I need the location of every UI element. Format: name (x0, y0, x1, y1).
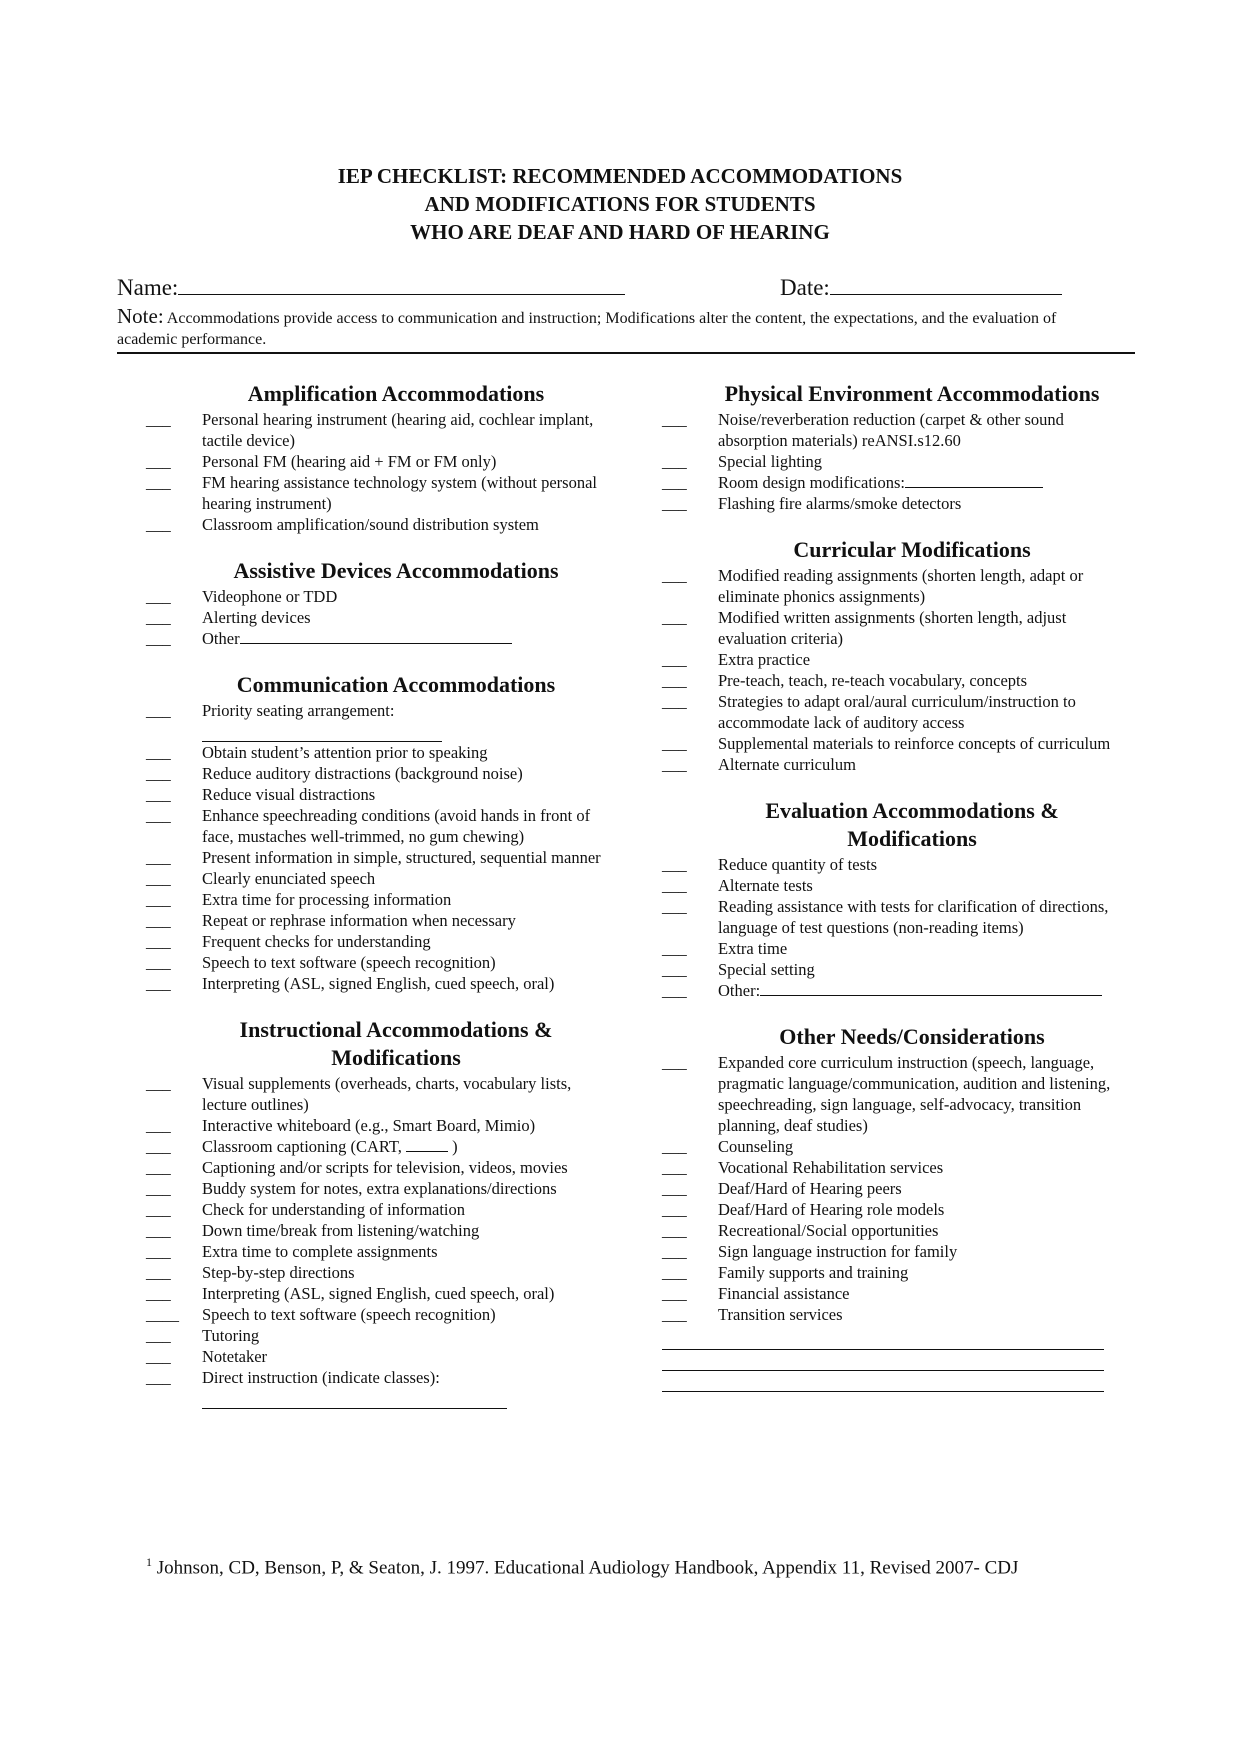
item-text: Deaf/Hard of Hearing peers (718, 1179, 902, 1198)
section-amplification (146, 380, 616, 535)
check-blank[interactable]: ___ (662, 876, 687, 895)
checklist-item[interactable] (146, 1304, 616, 1325)
name-blank[interactable] (178, 276, 625, 295)
check-blank[interactable]: ___ (146, 932, 171, 951)
check-blank[interactable]: ___ (662, 897, 687, 916)
item-text-other: Other (202, 629, 240, 648)
item-text: Obtain student’s attention prior to speaking (202, 743, 488, 762)
check-blank[interactable]: ___ (662, 566, 687, 585)
item-text: Transition services (718, 1305, 843, 1324)
checklist-item[interactable] (146, 451, 616, 472)
item-text: Tutoring (202, 1326, 260, 1345)
item-text: Repeat or rephrase information when necessary (202, 911, 516, 930)
direct-instruction-blank[interactable] (202, 1388, 507, 1409)
checklist-item[interactable] (146, 628, 616, 649)
section-title: Physical Environment Accommodations (724, 381, 1100, 406)
item-text: Check for understanding of information (202, 1200, 466, 1219)
checklist-item[interactable] (662, 1157, 1132, 1178)
item-text: Special lighting (718, 452, 823, 471)
check-blank[interactable]: ___ (146, 1326, 171, 1345)
checklist-item[interactable] (146, 1325, 616, 1346)
checklist-item[interactable] (146, 931, 616, 952)
item-text: Interpreting (ASL, signed English, cued speech, oral) (202, 974, 555, 993)
check-blank[interactable]: ___ (662, 1200, 687, 1219)
item-text: Reduce visual distractions (202, 785, 376, 804)
checklist-item[interactable] (662, 854, 1132, 875)
check-blank[interactable]: ___ (146, 764, 171, 783)
checklist-item[interactable] (662, 1283, 1132, 1304)
checklist-item[interactable] (146, 607, 616, 628)
checklist-item[interactable] (146, 1262, 616, 1283)
item-text: Vocational Rehabilitation services (718, 1158, 944, 1177)
section-communication (146, 671, 616, 994)
checklist (662, 409, 1132, 514)
check-blank[interactable]: ___ (146, 1242, 171, 1261)
check-blank[interactable]: ___ (662, 981, 687, 1000)
item-text: Alternate curriculum (718, 755, 856, 774)
section-title: Communication Accommodations (236, 672, 556, 697)
item-text: Strategies to adapt oral/aural curriculum/instruction to accommodate lack of auditory access (718, 692, 1076, 732)
item-text: Enhance speechreading conditions (avoid hands in front of face, mustaches well-trimmed, no gum chewing) (202, 806, 591, 846)
item-text: Speech to text software (speech recognition) (202, 1305, 496, 1324)
item-text: Notetaker (202, 1347, 268, 1366)
checklist-item[interactable] (146, 1157, 616, 1178)
checklist (146, 586, 616, 649)
check-blank[interactable]: ___ (146, 911, 171, 930)
check-blank[interactable]: ___ (146, 629, 171, 648)
section-title (146, 1016, 616, 1072)
item-text: Extra time to complete assignments (202, 1242, 438, 1261)
item-text: Videophone or TDD (202, 587, 338, 606)
section-title: Amplification Accommodations (247, 381, 545, 406)
checklist-item[interactable] (146, 1136, 616, 1157)
check-blank[interactable]: ___ (146, 1074, 171, 1093)
checklist-item[interactable] (146, 700, 616, 742)
item-text (202, 1136, 616, 1157)
checklist-item[interactable] (146, 514, 616, 535)
section-title: Assistive Devices Accommodations (233, 558, 559, 583)
header-fields (117, 275, 1067, 305)
checklist-item[interactable] (146, 1241, 616, 1262)
item-text: Sign language instruction for family (718, 1242, 958, 1261)
item-text (202, 700, 616, 742)
item-text-direct: Direct instruction (indicate classes): (202, 1368, 440, 1387)
check-blank[interactable]: ___ (146, 587, 171, 606)
footnote-text: Johnson, CD, Benson, P, & Seaton, J. 1997. Educational Audiology Handbook, Appendix 11, Revised 2007- CDJ (156, 1557, 1019, 1579)
right-column (662, 380, 1132, 1414)
item-text (202, 1367, 616, 1409)
note-label: Note: (117, 304, 164, 328)
item-text: Alternate tests (718, 876, 813, 895)
check-blank[interactable]: ___ (146, 974, 171, 993)
checklist-item[interactable] (146, 1283, 616, 1304)
date-label: Date: (780, 275, 830, 300)
checklist-item[interactable] (146, 1115, 616, 1136)
notes-blank-line[interactable] (662, 1329, 1104, 1350)
checklist (662, 854, 1132, 1001)
check-blank[interactable]: ___ (146, 869, 171, 888)
item-text: Classroom amplification/sound distribution system (202, 515, 539, 534)
check-blank[interactable]: ___ (662, 671, 687, 690)
item-text: Reading assistance with tests for clarification of directions, language of test questions (non-reading items) (718, 897, 1109, 937)
checklist (662, 565, 1132, 775)
footnote-marker: 1 (146, 1555, 152, 1569)
checklist-item[interactable] (146, 784, 616, 805)
check-blank[interactable]: ___ (146, 1368, 171, 1387)
check-blank[interactable]: ___ (146, 1200, 171, 1219)
check-blank[interactable]: ___ (146, 473, 171, 492)
title-line-2: AND MODIFICATIONS FOR STUDENTS (424, 192, 816, 216)
item-text: Reduce auditory distractions (background noise) (202, 764, 523, 783)
check-blank[interactable]: ___ (662, 1137, 687, 1156)
checklist-item[interactable] (662, 959, 1132, 980)
item-text: Extra time (718, 939, 788, 958)
section-title-line-1: Evaluation Accommodations & (765, 798, 1059, 823)
item-text: Clearly enunciated speech (202, 869, 376, 888)
item-text: Present information in simple, structured, sequential manner (202, 848, 601, 867)
section-title-line-1: Instructional Accommodations & (239, 1017, 553, 1042)
checklist-item[interactable] (662, 1052, 1132, 1136)
item-text (718, 472, 1132, 493)
item-text: Extra time for processing information (202, 890, 452, 909)
section-evaluation (662, 797, 1132, 1001)
checklist-item[interactable] (662, 670, 1132, 691)
date-field[interactable] (780, 275, 1062, 301)
name-field[interactable] (117, 275, 625, 301)
checklist-item[interactable] (146, 1220, 616, 1241)
item-text: Buddy system for notes, extra explanations/directions (202, 1179, 557, 1198)
checklist-item[interactable] (662, 1241, 1132, 1262)
item-text: Interactive whiteboard (e.g., Smart Board, Mimio) (202, 1116, 536, 1135)
checklist-item[interactable] (146, 847, 616, 868)
check-blank[interactable]: ___ (662, 452, 687, 471)
section-title (662, 797, 1132, 853)
checklist-item[interactable] (146, 742, 616, 763)
footnote (146, 1555, 1146, 1579)
item-text: Extra practice (718, 650, 811, 669)
item-text: Counseling (718, 1137, 794, 1156)
check-blank[interactable]: ___ (146, 1116, 171, 1135)
item-text: Financial assistance (718, 1284, 850, 1303)
check-blank[interactable]: ___ (146, 1137, 171, 1156)
checklist-item[interactable] (146, 472, 616, 514)
captioning-blank[interactable] (406, 1137, 448, 1152)
seating-blank[interactable] (202, 721, 442, 742)
item-text-seating: Priority seating arrangement: (202, 701, 395, 720)
item-text-captioning: Classroom captioning (CART, (202, 1137, 402, 1156)
checklist-item[interactable] (662, 1304, 1132, 1325)
checklist-item[interactable] (146, 973, 616, 994)
check-blank[interactable]: ___ (662, 473, 687, 492)
item-text (202, 628, 616, 649)
checklist (662, 1052, 1132, 1325)
section-physical-environment (662, 380, 1132, 514)
check-blank[interactable]: ___ (662, 960, 687, 979)
section-title: Curricular Modifications (793, 537, 1031, 562)
check-blank[interactable]: ___ (662, 692, 687, 711)
checklist-item[interactable] (662, 1136, 1132, 1157)
checklist-item[interactable] (662, 754, 1132, 775)
section-instructional (146, 1016, 616, 1409)
item-text: Captioning and/or scripts for television, videos, movies (202, 1158, 568, 1177)
item-text: Modified reading assignments (shorten length, adapt or eliminate phonics assignments) (718, 566, 1084, 606)
checklist-item[interactable] (146, 889, 616, 910)
check-blank[interactable]: ___ (146, 410, 171, 429)
checklist-item[interactable] (146, 1073, 616, 1115)
checklist-item[interactable] (662, 733, 1132, 754)
item-text: Supplemental materials to reinforce concepts of curriculum (718, 734, 1111, 753)
checklist-item[interactable] (146, 805, 616, 847)
item-text: Flashing fire alarms/smoke detectors (718, 494, 962, 513)
check-blank[interactable]: ___ (146, 515, 171, 534)
checklist-item[interactable] (662, 493, 1132, 514)
check-blank[interactable]: ___ (662, 1242, 687, 1261)
check-blank[interactable]: ___ (146, 1158, 171, 1177)
checklist (146, 1073, 616, 1409)
item-text: Recreational/Social opportunities (718, 1221, 939, 1240)
checklist-item[interactable] (146, 1346, 616, 1367)
checklist-item[interactable] (662, 409, 1132, 451)
checklist-item[interactable] (662, 565, 1132, 607)
check-blank[interactable]: ___ (146, 806, 171, 825)
check-blank[interactable]: ___ (146, 785, 171, 804)
checklist-item[interactable] (662, 472, 1132, 493)
evaluation-other-blank[interactable] (760, 981, 1102, 996)
check-blank[interactable]: ___ (146, 452, 171, 471)
checklist-item[interactable] (662, 691, 1132, 733)
check-blank[interactable]: ___ (662, 1179, 687, 1198)
note (117, 306, 1102, 350)
item-text: Personal hearing instrument (hearing aid, cochlear implant, tactile device) (202, 410, 594, 450)
checklist-item[interactable] (662, 938, 1132, 959)
check-blank[interactable]: ___ (662, 734, 687, 753)
check-blank[interactable]: ___ (146, 953, 171, 972)
check-blank[interactable]: ___ (146, 1347, 171, 1366)
item-text: Expanded core curriculum instruction (speech, language, pragmatic language/communication, audition and listening, speechreading, sign language, self-advocacy, transition planning, deaf studies) (718, 1053, 1111, 1135)
left-column (146, 380, 616, 1431)
item-text: Pre-teach, teach, re-teach vocabulary, concepts (718, 671, 1028, 690)
check-blank[interactable]: ___ (146, 1284, 171, 1303)
item-text: Speech to text software (speech recognition) (202, 953, 496, 972)
check-blank[interactable]: ___ (146, 1221, 171, 1240)
notes-blank-line[interactable] (662, 1350, 1104, 1371)
checklist-item[interactable] (662, 1262, 1132, 1283)
item-text: Step-by-step directions (202, 1263, 355, 1282)
item-text: Down time/break from listening/watching (202, 1221, 480, 1240)
document-title (0, 162, 1240, 246)
item-text: Family supports and training (718, 1263, 909, 1282)
check-blank[interactable]: ___ (146, 1263, 171, 1282)
item-text (718, 980, 1132, 1001)
check-blank[interactable]: ___ (662, 855, 687, 874)
checklist-item[interactable] (662, 451, 1132, 472)
check-blank[interactable]: ___ (146, 743, 171, 762)
checklist-item[interactable] (146, 1178, 616, 1199)
item-text: Interpreting (ASL, signed English, cued speech, oral) (202, 1284, 555, 1303)
item-text-room: Room design modifications: (718, 473, 905, 492)
check-blank[interactable]: ___ (662, 939, 687, 958)
item-text: Reduce quantity of tests (718, 855, 878, 874)
item-text: Modified written assignments (shorten length, adjust evaluation criteria) (718, 608, 1067, 648)
checklist-item[interactable] (146, 952, 616, 973)
section-title: Other Needs/Considerations (779, 1024, 1045, 1049)
check-blank[interactable]: ____ (146, 1305, 179, 1324)
item-text: Frequent checks for understanding (202, 932, 431, 951)
checklist-item[interactable] (146, 1367, 616, 1409)
item-text-other: Other: (718, 981, 761, 1000)
other-blank[interactable] (240, 629, 512, 644)
title-line-1: IEP CHECKLIST: RECOMMENDED ACCOMMODATIONS (337, 164, 903, 188)
section-title-line-2: Modifications (847, 826, 977, 851)
checklist-item[interactable] (662, 1178, 1132, 1199)
item-text: Noise/reverberation reduction (carpet & other sound absorption materials) reANSI.s12.60 (718, 410, 1064, 450)
check-blank[interactable]: ___ (662, 1158, 687, 1177)
checklist-item[interactable] (662, 980, 1132, 1001)
checklist-item[interactable] (662, 607, 1132, 649)
captioning-close: ) (452, 1137, 458, 1156)
section-title-line-2: Modifications (331, 1045, 461, 1070)
note-text: Accommodations provide access to communication and instruction; Modifications alter the content, the expectations, and the evaluation of academic performance. (117, 310, 1057, 348)
check-blank[interactable]: ___ (146, 608, 171, 627)
item-text: Deaf/Hard of Hearing role models (718, 1200, 945, 1219)
section-other-needs (662, 1023, 1132, 1392)
check-blank[interactable]: ___ (662, 1221, 687, 1240)
item-text: Special setting (718, 960, 815, 979)
date-blank[interactable] (830, 276, 1062, 295)
check-blank[interactable]: ___ (146, 701, 171, 720)
title-line-3: WHO ARE DEAF AND HARD OF HEARING (410, 220, 830, 244)
check-blank[interactable]: ___ (662, 650, 687, 669)
room-design-blank[interactable] (905, 473, 1043, 488)
check-blank[interactable]: ___ (146, 890, 171, 909)
additional-notes-lines (662, 1329, 1132, 1392)
checklist-item[interactable] (146, 763, 616, 784)
check-blank[interactable]: ___ (662, 1305, 687, 1324)
item-text: FM hearing assistance technology system (without personal hearing instrument) (202, 473, 598, 513)
item-text: Personal FM (hearing aid + FM or FM only) (202, 452, 497, 471)
check-blank[interactable]: ___ (662, 494, 687, 513)
section-curricular (662, 536, 1132, 775)
checklist-item[interactable] (662, 649, 1132, 670)
item-text: Visual supplements (overheads, charts, vocabulary lists, lecture outlines) (202, 1074, 572, 1114)
checklist-item[interactable] (662, 1220, 1132, 1241)
checklist-item[interactable] (662, 875, 1132, 896)
check-blank[interactable]: ___ (662, 1053, 687, 1072)
check-blank[interactable]: ___ (662, 1284, 687, 1303)
checklist-item[interactable] (146, 1199, 616, 1220)
check-blank[interactable]: ___ (146, 1179, 171, 1198)
checklist-item[interactable] (146, 868, 616, 889)
checklist-item[interactable] (146, 409, 616, 451)
check-blank[interactable]: ___ (662, 410, 687, 429)
checklist-item[interactable] (146, 910, 616, 931)
checklist (146, 409, 616, 535)
check-blank[interactable]: ___ (662, 608, 687, 627)
item-text: Alerting devices (202, 608, 311, 627)
check-blank[interactable]: ___ (662, 755, 687, 774)
name-label: Name: (117, 275, 179, 300)
header-divider (117, 352, 1135, 354)
notes-blank-line[interactable] (662, 1371, 1104, 1392)
checklist-item[interactable] (662, 896, 1132, 938)
check-blank[interactable]: ___ (146, 848, 171, 867)
section-assistive-devices (146, 557, 616, 649)
checklist-item[interactable] (146, 586, 616, 607)
checklist (146, 700, 616, 994)
checklist-item[interactable] (662, 1199, 1132, 1220)
check-blank[interactable]: ___ (662, 1263, 687, 1282)
